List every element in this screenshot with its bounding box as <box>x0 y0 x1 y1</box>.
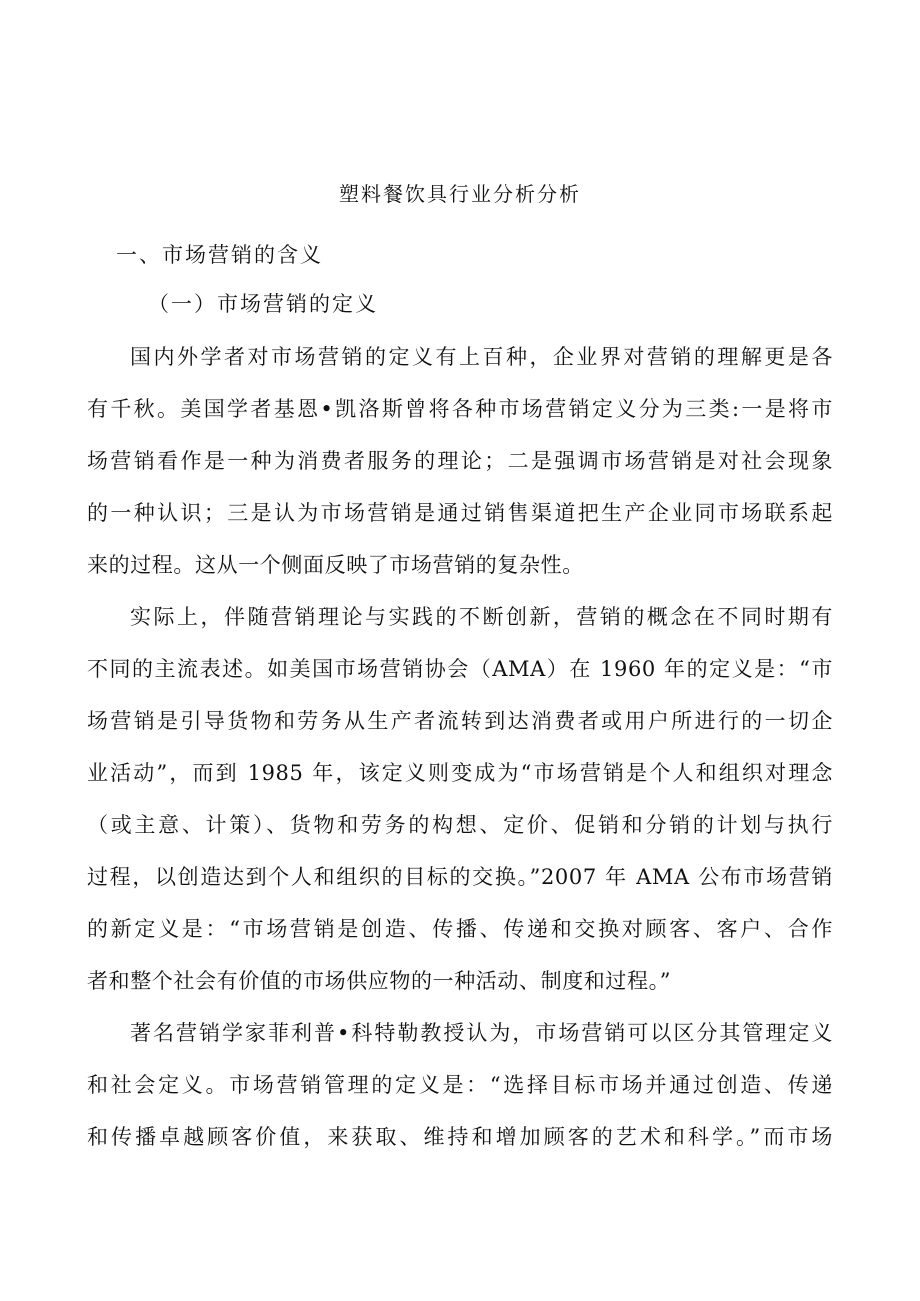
section-heading: 一、市场营销的含义 <box>116 243 323 267</box>
paragraph-line: 有千秋。美国学者基恩•凯洛斯曾将各种市场营销定义分为三类:一是将市 <box>87 397 833 421</box>
paragraph-line: 来的过程。这从一个侧面反映了市场营销的复杂性。 <box>87 553 584 577</box>
paragraph-line: 实际上，伴随营销理论与实践的不断创新，营销的概念在不同时期有 <box>130 605 833 629</box>
paragraph-line: 业活动”，而到 1985 年，该定义则变成为“市场营销是个人和组织对理念 <box>87 761 833 785</box>
paragraph-line: 国内外学者对市场营销的定义有上百种，企业界对营销的理解更是各 <box>130 345 833 369</box>
paragraph-line: 场营销是引导货物和劳务从生产者流转到达消费者或用户所进行的一切企 <box>87 709 833 733</box>
paragraph-line: 者和整个社会有价值的市场供应物的一种活动、制度和过程。” <box>87 969 672 993</box>
paragraph-line: 和传播卓越顾客价值，来获取、维持和增加顾客的艺术和科学。”而市场 <box>87 1125 833 1149</box>
paragraph-line: （或主意、计策）、货物和劳务的构想、定价、促销和分销的计划与执行 <box>87 813 833 837</box>
paragraph-line: 著名营销学家菲利普•科特勒教授认为，市场营销可以区分其管理定义 <box>130 1021 833 1045</box>
paragraph-line: 不同的主流表述。如美国市场营销协会（AMA）在 1960 年的定义是：“市 <box>87 657 833 681</box>
document-title: 塑料餐饮具行业分析分析 <box>339 182 581 206</box>
paragraph-line: 过程，以创造达到个人和组织的目标的交换。”2007 年 AMA 公布市场营销 <box>87 865 833 889</box>
paragraph-line: 场营销看作是一种为消费者服务的理论；二是强调市场营销是对社会现象 <box>87 449 833 473</box>
subsection-heading: （一）市场营销的定义 <box>148 292 378 316</box>
paragraph-line: 的一种认识；三是认为市场营销是通过销售渠道把生产企业同市场联系起 <box>87 501 833 525</box>
paragraph-line: 和社会定义。市场营销管理的定义是：“选择目标市场并通过创造、传递 <box>87 1073 833 1097</box>
paragraph-line: 的新定义是：“市场营销是创造、传播、传递和交换对顾客、客户、合作 <box>87 917 833 941</box>
